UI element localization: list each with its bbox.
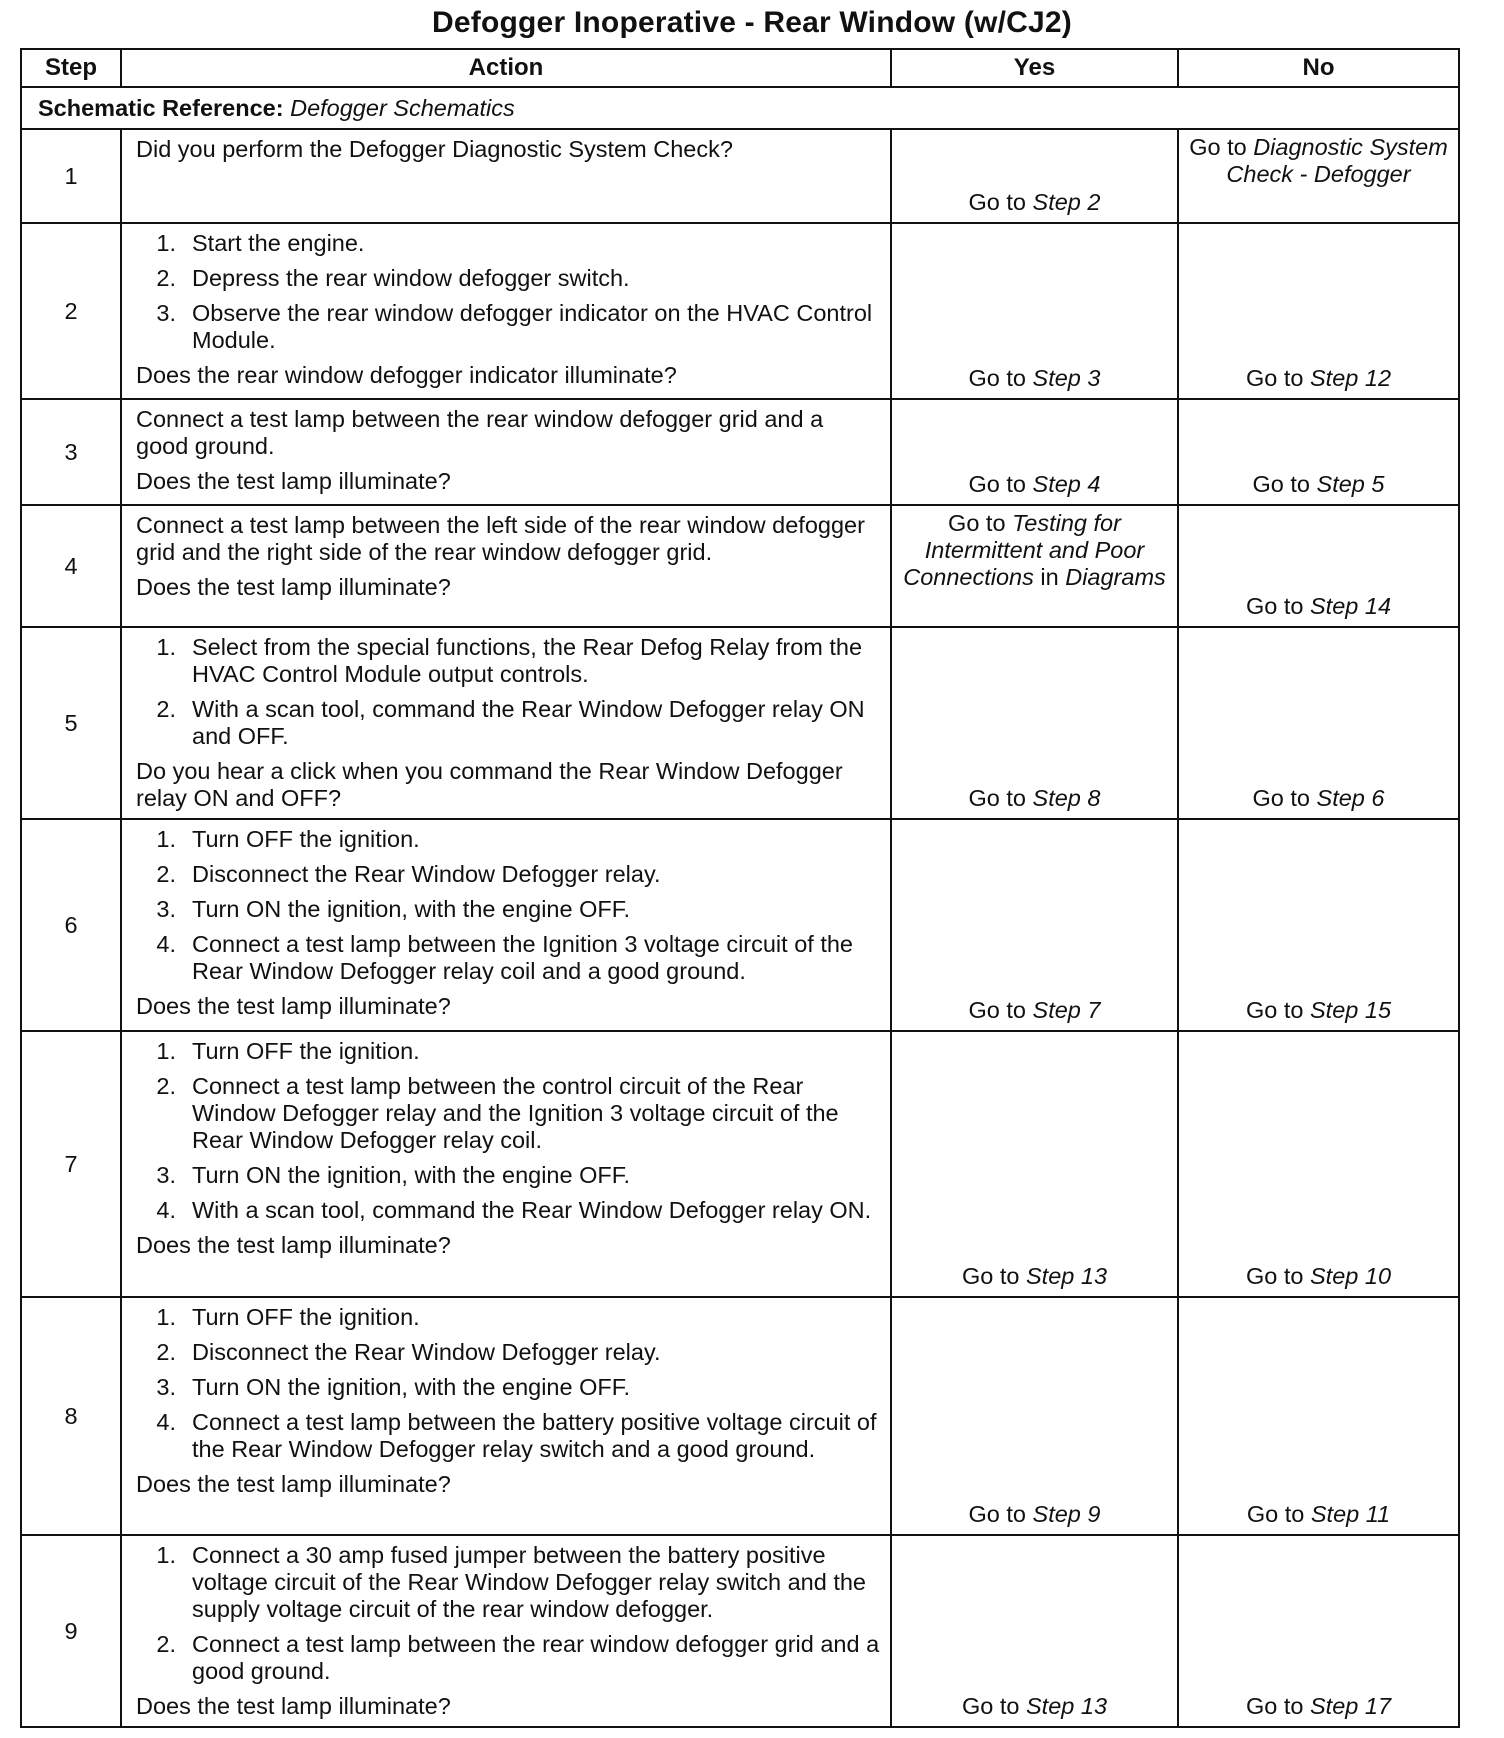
table-row <box>21 627 1459 819</box>
list-item: 1. Turn OFF the ignition. <box>156 1304 420 1330</box>
action-question: Does the test lamp illuminate? <box>136 993 451 1019</box>
action-text: Connect a test lamp between the left side of the rear window defogger grid and the right side of the rear window defogger grid. <box>136 512 865 565</box>
list-item: 2. Connect a test lamp between the control circuit of the Rear Window Defogger relay and the Ignition 3 voltage circuit of the Rear Window Defogger relay coil. <box>156 1073 839 1153</box>
yes-target: Testing for Intermittent and Poor Connections <box>903 510 1145 590</box>
action-text: Connect a test lamp between the rear window defogger grid and a good ground. <box>136 406 824 459</box>
yes-cell <box>891 505 1178 627</box>
goto-label: Go to <box>961 1693 1020 1719</box>
goto-label: Go to <box>968 997 1026 1023</box>
yes-target: Step 13 <box>1026 1693 1108 1719</box>
yes-cell <box>891 399 1178 505</box>
goto-label: Go to <box>961 1263 1020 1289</box>
no-target: Step 11 <box>1310 1501 1391 1527</box>
goto-label: Go to <box>1189 134 1247 160</box>
list-item: 4. Connect a test lamp between the battery positive voltage circuit of the Rear Window Defogger relay switch and a good ground. <box>156 1409 877 1462</box>
no-cell <box>1178 627 1459 819</box>
yes-cell <box>891 1297 1178 1535</box>
no-target: Step 17 <box>1310 1693 1392 1719</box>
list-item: 2. With a scan tool, command the Rear Window Defogger relay ON and OFF. <box>156 696 865 749</box>
no-cell <box>1178 129 1459 223</box>
yes-target: Step 4 <box>1032 471 1101 497</box>
header-row <box>21 49 1459 87</box>
diagnostic-table <box>20 48 1460 1728</box>
action-list <box>136 1038 880 1224</box>
step-number: 9 <box>21 1535 121 1727</box>
header-no: No <box>1178 49 1459 87</box>
step-number: 4 <box>21 505 121 627</box>
goto-label: Go to <box>1245 593 1304 619</box>
action-cell <box>121 505 891 627</box>
table-row <box>21 223 1459 399</box>
step-number: 8 <box>21 1297 121 1535</box>
list-item: 1. Turn OFF the ignition. <box>156 826 420 852</box>
yes-target: Step 8 <box>1032 785 1101 811</box>
list-item: 2. Depress the rear window defogger switch. <box>156 265 630 291</box>
goto-label: Go to <box>948 510 1006 536</box>
table-row <box>21 505 1459 627</box>
no-target: Step 15 <box>1310 997 1392 1023</box>
yes-cell <box>891 819 1178 1031</box>
action-list <box>136 1304 880 1463</box>
list-item: 4. With a scan tool, command the Rear Window Defogger relay ON. <box>156 1197 872 1223</box>
header-step: Step <box>21 49 121 87</box>
goto-label: Go to <box>1245 1693 1304 1719</box>
no-target: Step 5 <box>1316 471 1385 497</box>
no-target: Step 6 <box>1316 785 1385 811</box>
no-cell <box>1178 223 1459 399</box>
no-cell <box>1178 1297 1459 1535</box>
list-item: 4. Connect a test lamp between the Ignition 3 voltage circuit of the Rear Window Defogger relay coil and a good ground. <box>156 931 854 984</box>
no-target: Step 10 <box>1310 1263 1392 1289</box>
yes-target: Step 13 <box>1026 1263 1108 1289</box>
action-cell <box>121 223 891 399</box>
no-cell <box>1178 1535 1459 1727</box>
yes-cell <box>891 223 1178 399</box>
action-question: Does the rear window defogger indicator illuminate? <box>136 362 677 388</box>
list-item: 2. Disconnect the Rear Window Defogger relay. <box>156 861 661 887</box>
yes-target: Step 7 <box>1032 997 1101 1023</box>
action-question: Does the test lamp illuminate? <box>136 574 451 600</box>
list-item: 2. Connect a test lamp between the rear window defogger grid and a good ground. <box>156 1631 880 1684</box>
yes-target-diagrams: Diagrams <box>1065 564 1166 590</box>
no-cell <box>1178 1031 1459 1297</box>
step-number: 2 <box>21 223 121 399</box>
yes-cell <box>891 1535 1178 1727</box>
goto-label: Go to <box>968 189 1026 215</box>
action-list <box>136 634 880 750</box>
schematic-reference <box>21 87 1459 129</box>
list-item: 2. Disconnect the Rear Window Defogger relay. <box>156 1339 661 1365</box>
list-item: 3. Turn ON the ignition, with the engine OFF. <box>156 1162 631 1188</box>
action-cell <box>121 1297 891 1535</box>
action-cell <box>121 399 891 505</box>
yes-cell <box>891 627 1178 819</box>
list-item: 1. Turn OFF the ignition. <box>156 1038 420 1064</box>
goto-label: Go to <box>968 471 1026 497</box>
list-item: 3. Turn ON the ignition, with the engine OFF. <box>156 1374 631 1400</box>
schematic-label: Schematic Reference: <box>38 94 284 121</box>
step-number: 6 <box>21 819 121 1031</box>
action-question: Does the test lamp illuminate? <box>136 1693 451 1719</box>
step-number: 3 <box>21 399 121 505</box>
connector-word: in <box>1040 564 1059 590</box>
goto-label: Go to <box>1252 471 1310 497</box>
action-question: Do you hear a click when you command the Rear Window Defogger relay ON and OFF? <box>136 758 843 811</box>
table-row <box>21 1297 1459 1535</box>
yes-target: Step 9 <box>1032 1501 1101 1527</box>
goto-label: Go to <box>1252 785 1310 811</box>
table-row <box>21 1031 1459 1297</box>
table-row <box>21 129 1459 223</box>
no-target: Diagnostic System Check - Defogger <box>1226 134 1448 187</box>
yes-target: Step 2 <box>1032 189 1101 215</box>
schematic-link: Defogger Schematics <box>290 94 515 121</box>
list-item: 1. Start the engine. <box>156 230 365 256</box>
action-cell <box>121 1031 891 1297</box>
action-question: Does the test lamp illuminate? <box>136 1232 451 1258</box>
action-cell <box>121 627 891 819</box>
list-item: 1. Select from the special functions, the Rear Defog Relay from the HVAC Control Module output controls. <box>156 634 863 687</box>
action-list <box>136 230 880 354</box>
table-row <box>21 819 1459 1031</box>
goto-label: Go to <box>968 365 1026 391</box>
step-number: 7 <box>21 1031 121 1297</box>
page-title: Defogger Inoperative - Rear Window (w/CJ2) <box>432 6 1072 39</box>
goto-label: Go to <box>1245 365 1304 391</box>
action-list <box>136 826 880 985</box>
yes-cell <box>891 129 1178 223</box>
goto-label: Go to <box>968 785 1026 811</box>
action-cell <box>121 1535 891 1727</box>
no-target: Step 12 <box>1310 365 1392 391</box>
action-cell <box>121 819 891 1031</box>
action-question: Does the test lamp illuminate? <box>136 1471 451 1497</box>
step-number: 1 <box>21 129 121 223</box>
header-yes: Yes <box>891 49 1178 87</box>
no-target: Step 14 <box>1310 593 1392 619</box>
goto-label: Go to <box>1245 1263 1304 1289</box>
list-item: 3. Observe the rear window defogger indicator on the HVAC Control Module. <box>156 300 873 353</box>
action-question: Does the test lamp illuminate? <box>136 468 451 494</box>
goto-label: Go to <box>1245 997 1304 1023</box>
action-list <box>136 1542 880 1685</box>
header-action: Action <box>121 49 891 87</box>
yes-target: Step 3 <box>1032 365 1101 391</box>
yes-cell <box>891 1031 1178 1297</box>
no-cell <box>1178 819 1459 1031</box>
schematic-reference-row <box>21 87 1459 129</box>
no-cell <box>1178 399 1459 505</box>
list-item: 1. Connect a 30 amp fused jumper between the battery positive voltage circuit of the Rear Window Defogger relay switch and the supply voltage circuit of the rear window defogger. <box>156 1542 866 1622</box>
table-row <box>21 399 1459 505</box>
table-row <box>21 1535 1459 1727</box>
goto-label: Go to <box>968 1501 1026 1527</box>
list-item: 3. Turn ON the ignition, with the engine OFF. <box>156 896 631 922</box>
action-text: Did you perform the Defogger Diagnostic System Check? <box>136 136 733 162</box>
step-number: 5 <box>21 627 121 819</box>
goto-label: Go to <box>1246 1501 1305 1527</box>
no-cell <box>1178 505 1459 627</box>
action-cell <box>121 129 891 223</box>
